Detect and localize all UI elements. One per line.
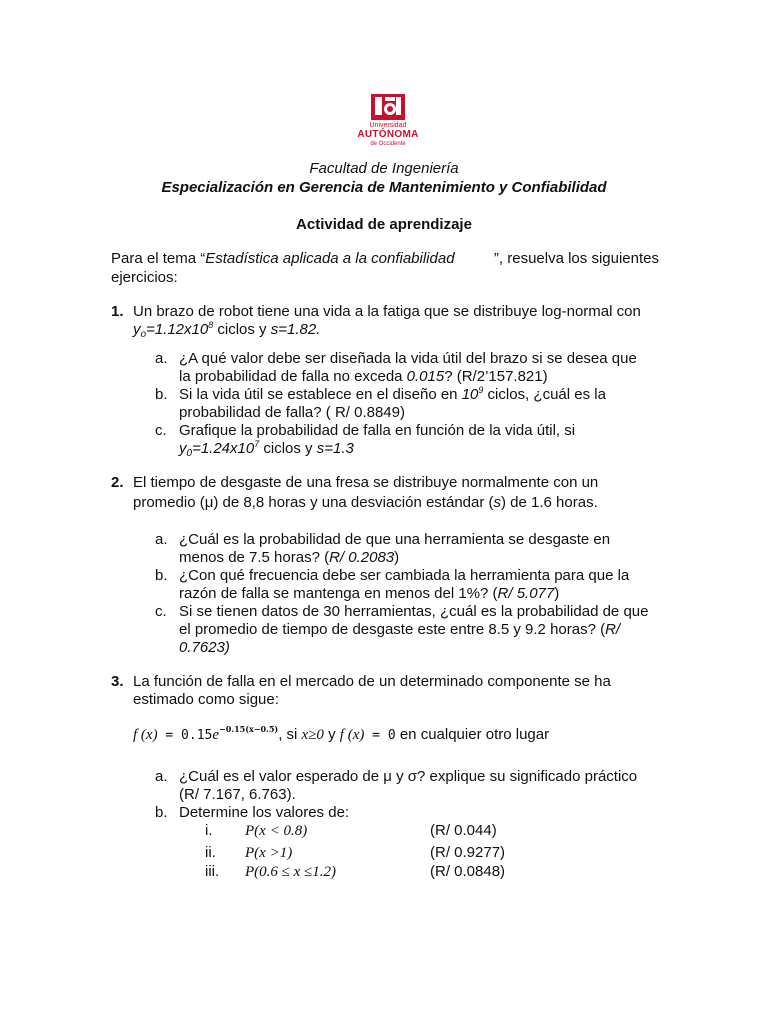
problem-1c-line2: $y_0=1.24x10^7$ ciclos y s=1.3 — [179, 439, 354, 459]
subitem-iii-label: iii. — [205, 863, 220, 880]
intro-line2: ejercicios: — [111, 269, 178, 286]
subitem-iii-answer: (R/ 0.0848) — [430, 863, 506, 880]
problem-3a-label: a. — [155, 768, 168, 785]
problem-1b-label: b. — [155, 386, 168, 403]
formula-eq: = 0.15 — [157, 728, 213, 743]
problem-3b-label: b. — [155, 804, 168, 821]
problem-1a-line1: ¿A qué valor debe ser diseñada la vida útil del brazo si se desea que — [179, 350, 637, 367]
problem-3a-line2: (R/ 7.167, 6.763). — [179, 786, 296, 803]
problem-2a-line1: ¿Cuál es la probabilidad de que una herramienta se desgaste en — [179, 531, 611, 548]
formula-e: e — [212, 727, 220, 743]
problem-2b-line2: razón de falla se mantenga en menos del 1%? (R/ 5.077) — [179, 585, 560, 602]
formula-tail: en cualquier otro lugar — [395, 726, 550, 743]
problem-3-number: 3. — [111, 673, 124, 690]
problem-1a-line2: la probabilidad de falla no exceda 0.015? (R/2’157.821) — [179, 368, 548, 385]
logo-text-autonoma: AUTÓNOMA — [357, 129, 419, 140]
problem-2a-line2: menos de 7.5 horas? (R/ 0.2083) — [179, 549, 400, 566]
problem-2b-label: b. — [155, 567, 168, 584]
subitem-iii-expr: P(0.6 ≤ x ≤1.2) — [245, 864, 337, 880]
problem-1a-label: a. — [155, 350, 168, 367]
problem-2-text: El tiempo de desgaste de una fresa se distribuye normalmente con un — [133, 474, 599, 491]
activity-title: Actividad de aprendizaje — [296, 216, 472, 233]
subitem-i-answer: (R/ 0.044) — [430, 822, 497, 839]
formula-mid1: , si — [278, 726, 302, 743]
problem-1b-line2: probabilidad de falla? ( R/ 0.8849) — [179, 404, 405, 421]
intro-line — [111, 250, 659, 268]
problem-2b-line1: ¿Con qué frecuencia debe ser cambiada la herramienta para que la — [179, 567, 630, 584]
subitem-i-label: i. — [205, 822, 213, 839]
intro-before: Para el tema “ — [111, 250, 206, 267]
subitem-ii-answer: (R/ 0.9277) — [430, 844, 506, 861]
problem-1-number: 1. — [111, 303, 124, 320]
intro-after: ”, resuelva los siguientes — [493, 250, 659, 267]
logo-text-occidente: de Occidente — [370, 141, 406, 147]
problem-3-line2: estimado como sigue: — [133, 691, 279, 708]
problem-3a-line1: ¿Cuál es el valor esperado de μ y σ? explique su significado práctico — [179, 768, 638, 785]
subitem-ii-label: ii. — [205, 844, 216, 861]
problem-2c-line1: Si se tienen datos de 30 herramientas, ¿cuál es la probabilidad de que — [179, 603, 649, 620]
subitem-ii-expr: P(x >1) — [245, 845, 293, 861]
problem-2c-label: c. — [155, 603, 167, 620]
problem-1-text: Un brazo de robot tiene una vida a la fatiga que se distribuye log-normal con — [133, 303, 641, 320]
problem-2c-line2: el promedio de tiempo de desgaste este entre 8.5 y 9.2 horas? (R/ — [179, 621, 621, 638]
problem-3b-line1: Determine los valores de: — [179, 804, 350, 821]
formula-exponent: −0.15(x−0.5) — [219, 724, 279, 734]
failure-function-formula — [133, 726, 549, 745]
problem-1-params: $y_o=1.12x10^8$ ciclos y s=1.82. — [133, 320, 321, 340]
formula-fx: f (x) — [133, 727, 158, 743]
problem-1c-line1: Grafique la probabilidad de falla en función de la vida útil, si — [179, 422, 576, 439]
university-logo — [349, 88, 427, 156]
program-title: Especialización en Gerencia de Mantenimiento y Confiabilidad — [161, 179, 607, 196]
problem-3-text: La función de falla en el mercado de un determinado componente se ha — [133, 673, 611, 690]
problem-2-number: 2. — [111, 474, 124, 491]
problem-1c-label: c. — [155, 422, 167, 439]
formula-eq2: = 0 — [364, 728, 396, 743]
formula-condition: x≥0 — [301, 727, 324, 743]
logo-text-universidad: Universidad — [369, 122, 407, 129]
problem-1b-line1: Si la vida útil se establece en el diseño en $10^9$ ciclos, ¿cuál es la — [179, 385, 606, 403]
university-logo-mark-icon — [371, 94, 405, 120]
subitem-i-expr: P(x < 0.8) — [245, 823, 308, 839]
intro-topic: Estadística aplicada a la confiabilidad — [205, 250, 455, 267]
faculty-title: Facultad de Ingeniería — [309, 160, 459, 177]
problem-2-params: promedio (μ) de 8,8 horas y una desviación estándar (s) de 1.6 horas. — [133, 494, 598, 511]
formula-fx2: f (x) — [339, 727, 365, 743]
problem-2c-line3: 0.7623) — [179, 639, 230, 656]
problem-2a-label: a. — [155, 531, 168, 548]
formula-mid2: y — [323, 726, 340, 743]
